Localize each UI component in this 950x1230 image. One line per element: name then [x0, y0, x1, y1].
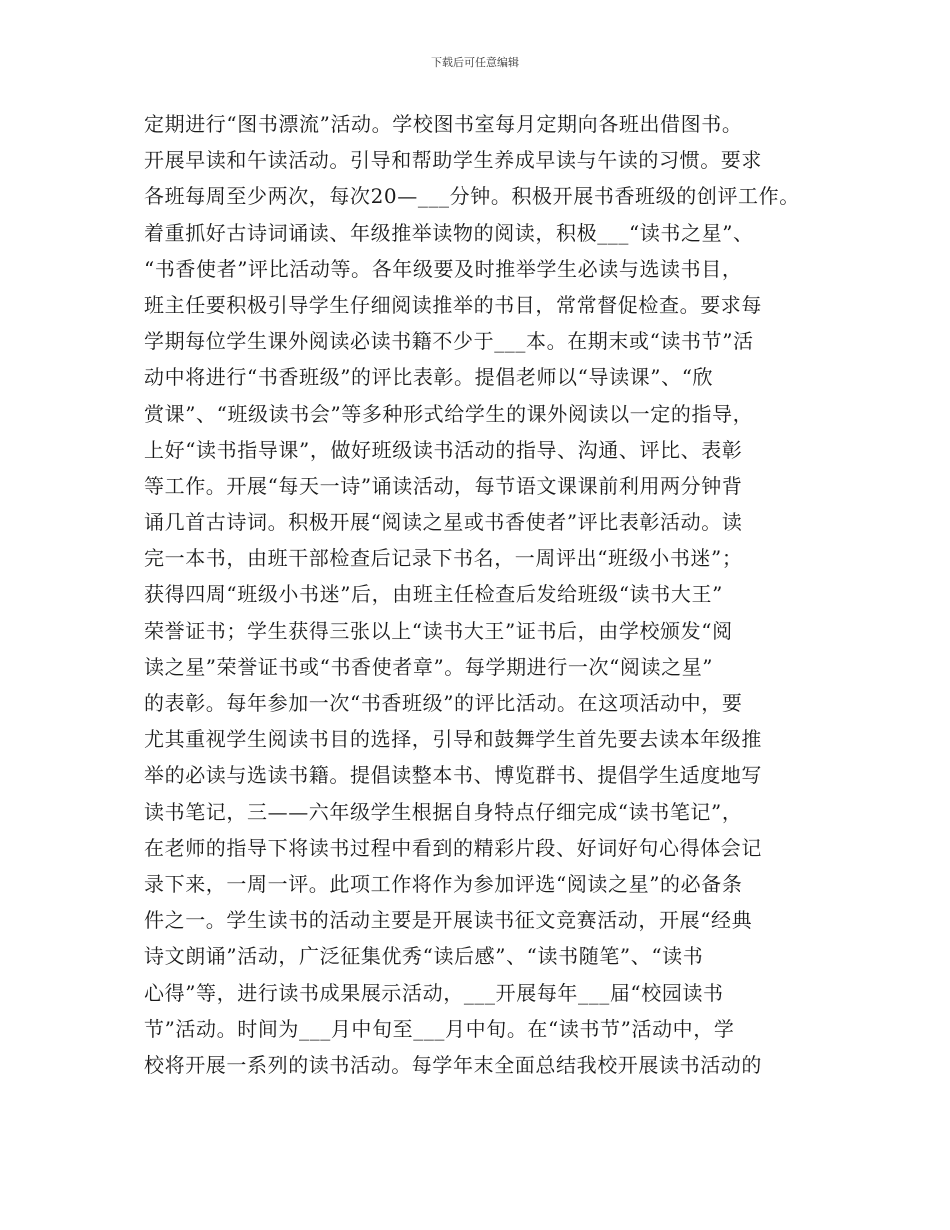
text-line: 荣誉证书；学生获得三张以上“读书大王”证书后，由学校颁发“阅 — [144, 618, 733, 643]
text-line: 举的必读与选读书籍。提倡读整本书、博览群书、提倡学生适度地写 — [144, 763, 762, 788]
text-line: 获得四周“班级小书迷”后，由班主任检查后发给班级“读书大王” — [144, 582, 723, 607]
text-line: 的表彰。每年参加一次“书香班级”的评比活动。在这项活动中，要 — [144, 691, 743, 715]
text-line: 完一本书，由班干部检查后记录下书名，一周评出“班级小书迷”； — [144, 546, 743, 571]
page-header: 下载后可任意编辑 — [431, 56, 519, 69]
text-line: 各班每周至少两次，每次20—___分钟。积极开展书香班级的创评工作。 — [144, 184, 800, 209]
text-line: 开展早读和午读活动。引导和帮助学生养成早读与午读的习惯。要求 — [144, 148, 762, 173]
text-line: 着重抓好古诗词诵读、年级推举读物的阅读，积极___“读书之星”、 — [144, 220, 754, 245]
text-line: 上好“读书指导课”，做好班级读书活动的指导、沟通、评比、表彰 — [144, 437, 743, 462]
text-line: 读书笔记，三——六年级学生根据自身特点仔细完成“读书笔记”， — [144, 799, 743, 824]
text-line: 动中将进行“书香班级”的评比表彰。提倡老师以“导读课”、“欣 — [144, 365, 714, 390]
text-line: 等工作。开展“每天一诗”诵读活动，每节语文课课前利用两分钟背 — [144, 473, 743, 498]
text-line: 心得”等，进行读书成果展示活动，___开展每年___届“校园读书 — [144, 980, 724, 1005]
text-line: 件之一。学生读书的活动主要是开展读书征文竞赛活动，开展“经典 — [144, 908, 753, 933]
text-line: 节”活动。时间为___月中旬至___月中旬。在“读书节”活动中，学 — [144, 1016, 735, 1041]
text-line: 录下来，一周一评。此项工作将作为参加评选“阅读之星”的必备条 — [144, 871, 743, 896]
text-line: 诵几首古诗词。积极开展“阅读之星或书香使者”评比表彰活动。读 — [144, 510, 743, 535]
text-line: 班主任要积极引导学生仔细阅读推举的书目，常常督促检查。要求每 — [144, 292, 762, 317]
text-line: 诗文朗诵”活动，广泛征集优秀“读后感”、“读书随笔”、“读书 — [144, 944, 704, 969]
text-line: 读之星”荣誉证书或“书香使者章”。每学期进行一次“阅读之星” — [144, 654, 714, 679]
text-line: 学期每位学生课外阅读必读书籍不少于___本。在期末或“读书节”活 — [144, 329, 754, 354]
document-body — [144, 106, 824, 1083]
text-line: “书香使者”评比活动等。各年级要及时推举学生必读与选读书目， — [144, 256, 743, 281]
text-line: 在老师的指导下将读书过程中看到的精彩片段、好词好句心得体会记 — [144, 835, 762, 860]
text-line: 校将开展一系列的读书活动。每学年末全面总结我校开展读书活动的 — [144, 1052, 762, 1077]
text-line: 尤其重视学生阅读书目的选择，引导和鼓舞学生首先要去读本年级推 — [144, 727, 762, 752]
text-line: 定期进行“图书漂流”活动。学校图书室每月定期向各班出借图书。 — [144, 112, 743, 136]
text-line: 赏课”、“班级读书会”等多种形式给学生的课外阅读以一定的指导， — [144, 401, 754, 426]
